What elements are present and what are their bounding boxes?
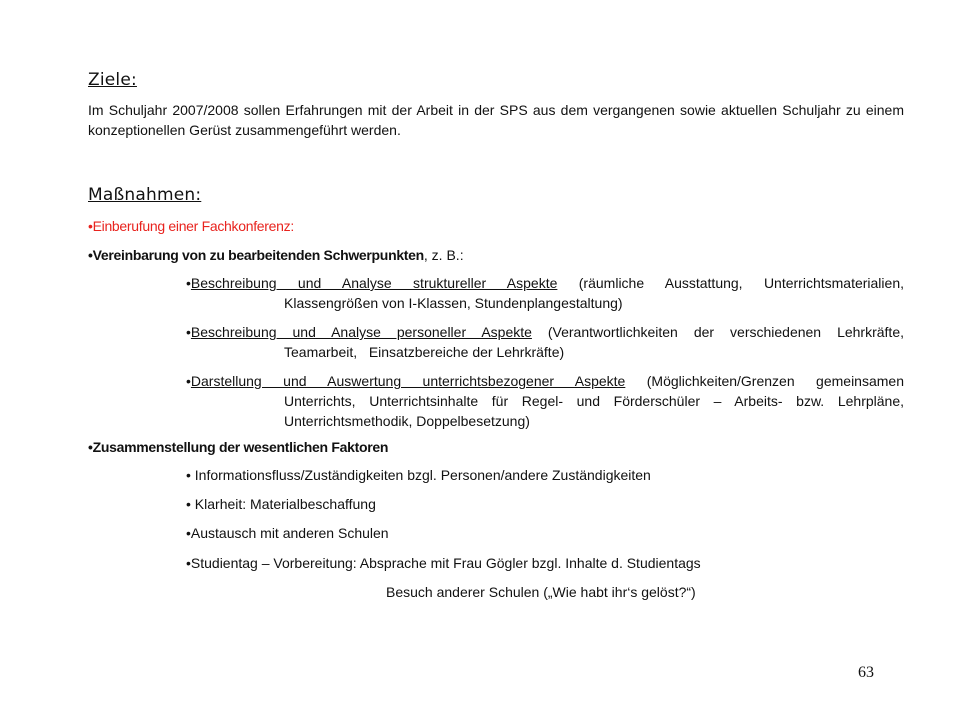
sub-bullet-strukturelle-aspekte xyxy=(186,273,904,313)
factor-austausch: •Austausch mit anderen Schulen xyxy=(186,525,389,541)
sub-bullet-text: (Verantwortlichkeiten der verschiedenen Lehrkräfte, xyxy=(531,324,904,340)
ziele-paragraph: Im Schuljahr 2007/2008 sollen Erfahrungen mit der Arbeit in der SPS aus dem vergangenen sowie aktuellen Schuljahr zu einem konzeptionellen Gerüst zusammengeführt werden. xyxy=(88,102,904,138)
bullet-fachkonferenz: •Einberufung einer Fachkonferenz: xyxy=(88,218,294,234)
bullet-schwerpunkte xyxy=(88,245,464,265)
sub-bullet-title: Darstellung und Auswertung unterrichtsbezogener Aspekte xyxy=(190,373,626,389)
factor-informationsfluss: • Informationsfluss/Zuständigkeiten bzgl. Personen/andere Zuständigkeiten xyxy=(186,467,651,483)
sub-bullet-continuation: Unterrichts, Unterrichtsinhalte für Regel- und Förderschüler – Arbeits- bzw. Lehrpläne, Unterrichtsmethodik, Doppelbesetzung) xyxy=(284,393,904,429)
sub-bullet-continuation: Teamarbeit, Einsatzbereiche der Lehrkräfte) xyxy=(284,344,565,360)
sub-bullet-continuation: Klassengrößen von I-Klassen, Stundenplangestaltung) xyxy=(284,295,623,311)
sub-bullet-marker: • xyxy=(186,373,191,389)
factor-klarheit: • Klarheit: Materialbeschaffung xyxy=(186,496,376,512)
bullet-schwerpunkte-bold: •Vereinbarung von zu bearbeitenden Schwerpunkten xyxy=(88,247,424,263)
bullet-faktoren: •Zusammenstellung der wesentlichen Faktoren xyxy=(88,439,389,455)
factor-studientag: •Studientag – Vorbereitung: Absprache mit Frau Gögler bzgl. Inhalte d. Studientags xyxy=(186,555,701,571)
sub-bullet-text: (Möglichkeiten/Grenzen gemeinsamen xyxy=(625,373,904,389)
massnahmen-heading: Maßnahmen: xyxy=(88,185,202,205)
sub-bullet-personelle-aspekte xyxy=(186,322,904,362)
sub-bullet-marker: • xyxy=(186,324,191,340)
ziele-heading: Ziele: xyxy=(88,70,137,90)
sub-bullet-unterrichtsbezogene-aspekte xyxy=(186,371,904,431)
sub-bullet-title: Beschreibung und Analyse personeller Aspekte xyxy=(190,324,532,340)
bullet-schwerpunkte-rest: , z. B.: xyxy=(423,247,464,263)
sub-bullet-text: (räumliche Ausstattung, Unterrichtsmaterialien, xyxy=(557,275,904,291)
factor-studientag-continuation: Besuch anderer Schulen („Wie habt ihr‘s gelöst?“) xyxy=(386,584,696,600)
sub-bullet-title: Beschreibung und Analyse struktureller Aspekte xyxy=(190,275,558,291)
page-number: 63 xyxy=(858,664,874,681)
sub-bullet-marker: • xyxy=(186,275,191,291)
